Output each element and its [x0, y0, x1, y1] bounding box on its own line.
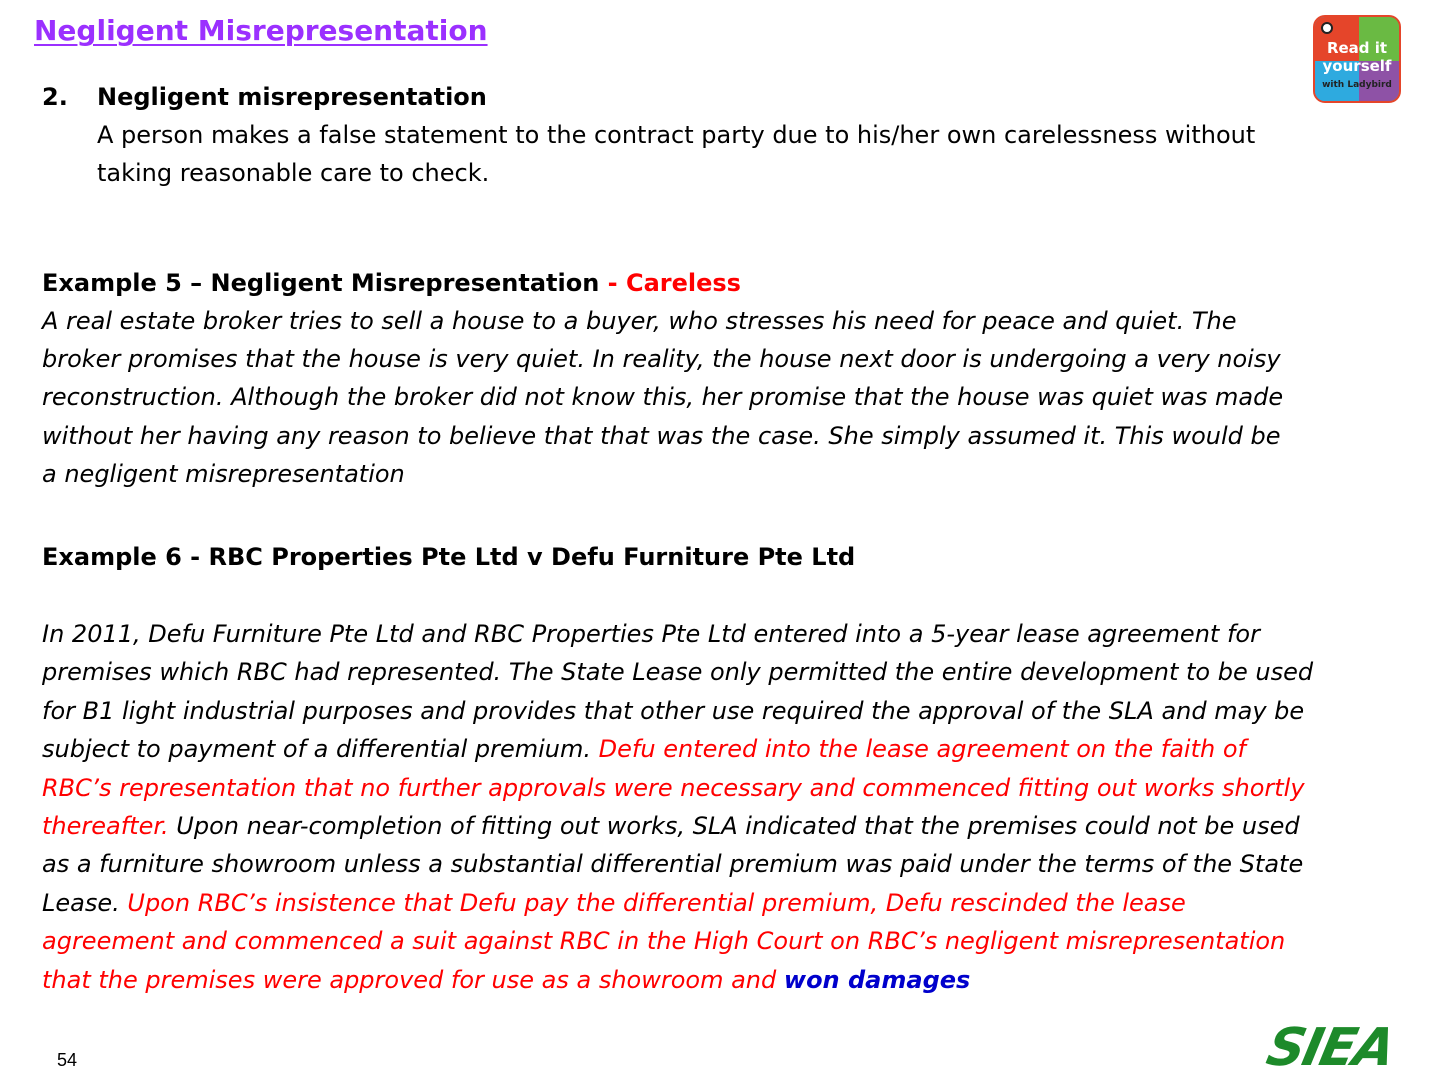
example6-text: Upon near-completion of fitting out works, SLA indicated that the premises could not be used — [168, 812, 1300, 840]
example6-emphasis: RBC’s representation that no further approvals were necessary and commenced fitting out works shortly — [42, 774, 1305, 802]
logo-line-1: Read it — [1326, 39, 1388, 57]
example6-emphasis: that the premises were approved for use as a showroom and — [42, 966, 784, 994]
page-title: Negligent Misrepresentation — [34, 14, 488, 47]
example6-emphasis: Defu entered into the lease agreement on the faith of — [598, 735, 1246, 763]
example6-line — [42, 961, 970, 999]
example5-line: a negligent misrepresentation — [42, 460, 405, 488]
definition-line: A person makes a false statement to the contract party due to his/her own carelessness without — [97, 121, 1256, 149]
example6-emphasis: Upon RBC’s insistence that Defu pay the differential premium, Defu rescinded the lease — [127, 889, 1186, 917]
example6-line: premises which RBC had represented. The State Lease only permitted the entire development to be used — [42, 658, 1314, 686]
ladybird-logo — [1313, 15, 1401, 103]
example5-line: broker promises that the house is very quiet. In reality, the house next door is undergoing a very noisy — [42, 345, 1281, 373]
page-number: 54 — [57, 1050, 78, 1070]
example5-heading — [42, 264, 741, 302]
example6-text: subject to payment of a differential premium. — [42, 735, 599, 763]
example6-line — [42, 884, 1186, 922]
ladybird-icon — [1321, 22, 1333, 34]
example6-line: for B1 light industrial purposes and provides that other use required the approval of the SLA and may be — [42, 697, 1305, 725]
example6-line — [42, 730, 1246, 768]
logo-line-3: with Ladybird — [1322, 80, 1392, 90]
logo-line-2: yourself — [1322, 57, 1392, 75]
example6-line: as a furniture showroom unless a substantial differential premium was paid under the terms of the State — [42, 850, 1304, 878]
definition-heading: Negligent misrepresentation — [97, 83, 487, 111]
example5-line: reconstruction. Although the broker did not know this, her promise that the house was quiet was made — [42, 383, 1284, 411]
definition-line: taking reasonable care to check. — [97, 159, 490, 187]
example5-tag: - Careless — [599, 269, 741, 297]
example6-emphasis: agreement and commenced a suit against RBC in the High Court on RBC’s negligent misrepresentation — [42, 927, 1286, 955]
won-damages-highlight: won damages — [783, 966, 971, 994]
example5-line: A real estate broker tries to sell a house to a buyer, who stresses his need for peace and quiet. The — [42, 307, 1237, 335]
example6-text: Lease. — [42, 889, 128, 917]
example6-heading: Example 6 - RBC Properties Pte Ltd v Defu Furniture Pte Ltd — [42, 543, 856, 571]
example6-line: In 2011, Defu Furniture Pte Ltd and RBC Properties Pte Ltd entered into a 5-year lease agreement for — [42, 620, 1260, 648]
example6-line — [42, 807, 1300, 845]
example5-line: without her having any reason to believe that that was the case. She simply assumed it. This would be — [42, 422, 1281, 450]
example5-title: Example 5 – Negligent Misrepresentation — [42, 269, 600, 297]
example6-emphasis: thereafter. — [42, 812, 169, 840]
definition-number: 2. — [42, 83, 68, 111]
siea-logo: SIEA — [1261, 1018, 1399, 1078]
